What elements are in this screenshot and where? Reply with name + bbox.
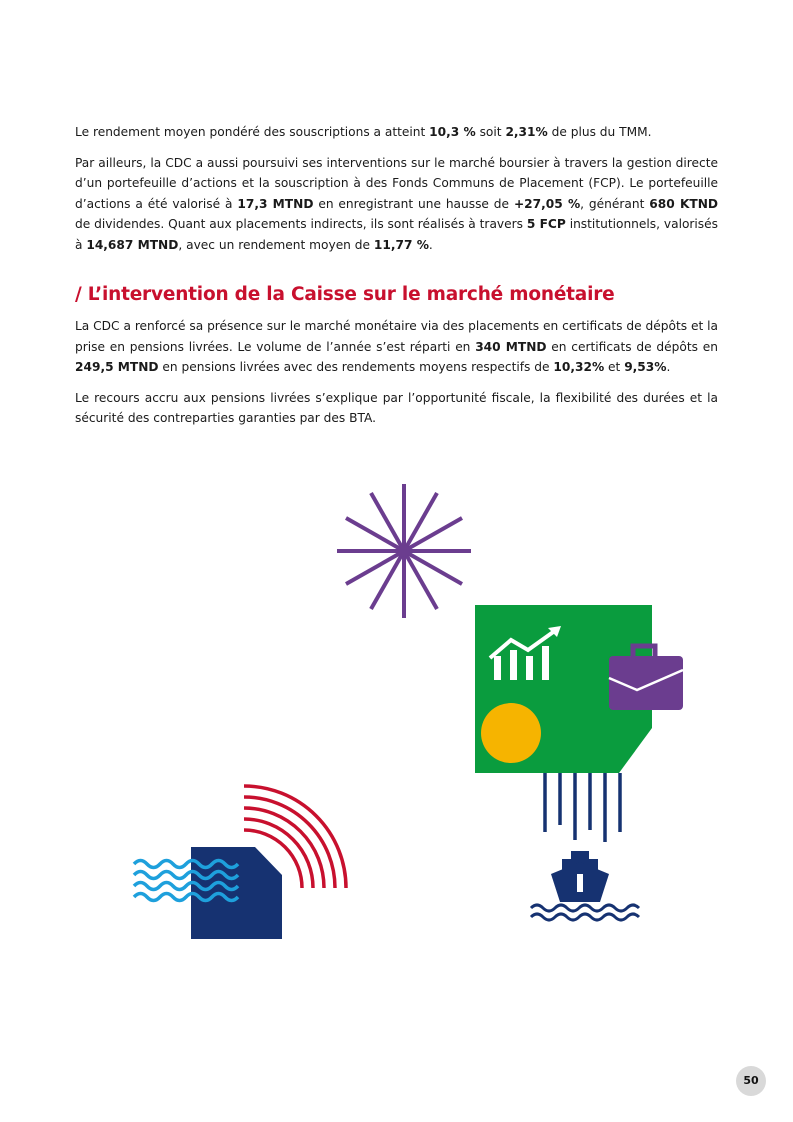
- money-market-text: [75, 316, 718, 439]
- emphasized-figure: 9,53%: [624, 360, 667, 374]
- text-run: soit: [475, 125, 506, 139]
- coin-icon: [481, 703, 541, 763]
- text-run: en pensions livrées avec des rendements moyens respectifs de: [158, 360, 554, 374]
- paragraph-stock-market: [75, 153, 718, 256]
- text-run: .: [428, 237, 433, 252]
- emphasized-figure: 10,32%: [553, 360, 605, 374]
- emphasized-figure: 5 FCP: [526, 217, 566, 231]
- text-run: Le rendement moyen pondéré des souscriptions a atteint: [75, 125, 430, 139]
- page-number: 50: [736, 1066, 766, 1096]
- emphasized-figure: 11,77 %: [373, 237, 429, 252]
- text-run: en certificats de dépôts en: [546, 339, 718, 354]
- emphasized-figure: +27,05 %: [513, 196, 581, 211]
- navy-square: [191, 847, 282, 939]
- emphasized-figure: 2,31%: [505, 125, 548, 139]
- emphasized-figure: 17,3 MTND: [237, 196, 314, 211]
- section-heading: / L’intervention de la Caisse sur le marché monétaire: [75, 284, 615, 305]
- paragraph-money-market: [75, 316, 718, 378]
- text-run: institutionnels, valorisés à: [75, 217, 718, 252]
- text-run: et: [604, 360, 625, 374]
- text-run: .: [666, 360, 671, 374]
- text-run: de plus du TMM.: [547, 125, 652, 139]
- paragraph-repo: [75, 388, 718, 429]
- ship-icon: [531, 851, 639, 920]
- finance-illustration: [0, 470, 793, 950]
- emphasized-figure: 249,5 MTND: [75, 360, 159, 374]
- text-run: , générant: [580, 196, 650, 211]
- emphasized-figure: 10,3 %: [429, 125, 476, 139]
- text-run: Le recours accru aux pensions livrées s’explique par l’opportunité fiscale, la flexibilité des durées et la sécurité des contreparties garanties par des BTA.: [75, 390, 718, 425]
- text-run: de dividendes. Quant aux placements indirects, ils sont réalisés à travers: [75, 217, 527, 231]
- emphasized-figure: 340 MTND: [475, 339, 547, 354]
- emphasized-figure: 680 KTND: [649, 196, 719, 211]
- text-run: , avec un rendement moyen de: [178, 237, 374, 252]
- text-run: en enregistrant une hausse de: [313, 196, 514, 211]
- text-run: La CDC a renforcé sa présence sur le marché monétaire via des placements en certificats de dépôts et la prise en pensions livrées. Le volume de l’année s’est réparti en: [75, 319, 718, 354]
- intro-text: [75, 122, 718, 265]
- text-run: Par ailleurs, la CDC a aussi poursuivi ses interventions sur le marché boursier à travers la gestion directe d’un portefeuille d’actions et la souscription à des Fonds Communs de Placement (FCP). Le portefeuille d’actions a été valorisé à: [75, 155, 718, 211]
- starburst-icon: [337, 484, 471, 618]
- rain-lines: [545, 773, 620, 842]
- emphasized-figure: 14,687 MTND: [86, 237, 179, 252]
- paragraph-yield: [75, 122, 718, 143]
